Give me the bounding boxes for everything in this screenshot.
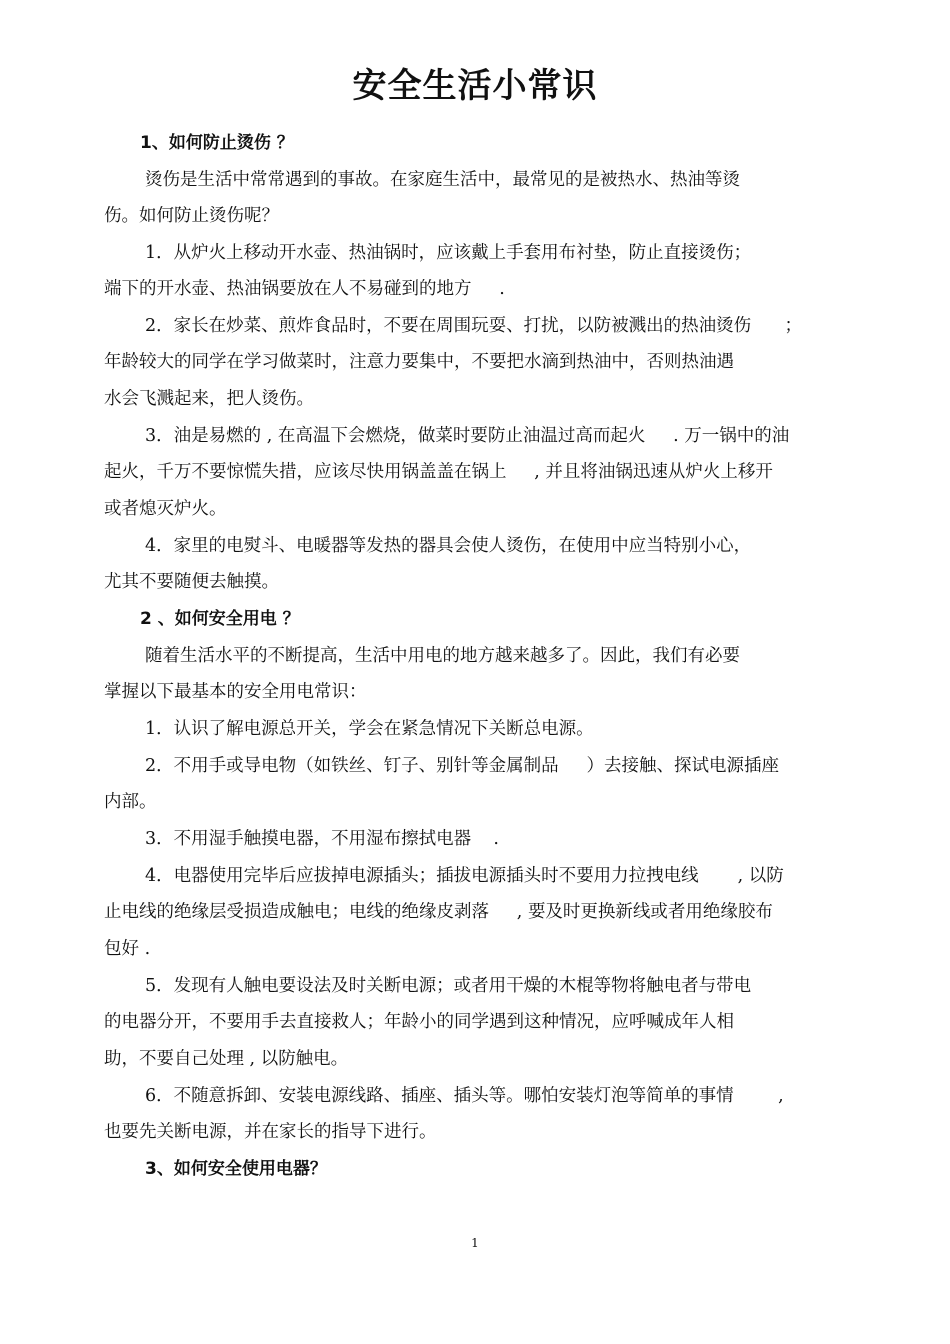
paragraph-line: 4．家里的电熨斗、电暖器等发热的器具会使人烫伤，在使用中应当特别小心， [145,536,752,556]
paragraph-line: 也要先关断电源，并在家长的指导下进行。 [104,1122,437,1142]
paragraph-line: 随着生活水平的不断提高，生活中用电的地方越来越多了。因此，我们有必要 [145,646,740,666]
paragraph-line: 掌握以下最基本的安全用电常识： [104,682,367,702]
section-heading-electricity: 2 、如何安全用电 ？ [140,609,300,629]
paragraph-line: 助，不要自己处理 , 以防触电。 [104,1049,349,1069]
paragraph-line: 5．发现有人触电要设法及时关断电源；或者用干燥的木棍等物将触电者与带电 [145,976,752,996]
paragraph-line: 内部。 [104,792,157,812]
paragraph-line: 水会飞溅起来，把人烫伤。 [104,389,314,409]
page-number: 1 [471,1236,479,1250]
paragraph-line: 6．不随意拆卸、安装电源线路、插座、插头等。哪怕安装灯泡等简单的事情 , [145,1086,784,1106]
paragraph-line: 4．电器使用完毕后应拔掉电源插头；插拔电源插头时不要用力拉拽电线 , 以防 [145,866,784,886]
paragraph-line: 尤其不要随便去触摸。 [104,572,279,592]
paragraph-line: 1．认识了解电源总开关，学会在紧急情况下关断总电源。 [145,719,594,739]
paragraph-line: 端下的开水壶、热油锅要放在人不易碰到的地方 . [104,279,505,299]
paragraph-line: 伤。如何防止烫伤呢？ [104,206,279,226]
document-title: 安全生活小常识 [352,66,598,106]
paragraph-line: 1．从炉火上移动开水壶、热油锅时，应该戴上手套用布衬垫，防止直接烫伤； [145,243,752,263]
paragraph-line: 2．家长在炒菜、煎炸食品时，不要在周围玩耍、打扰，以防被溅出的热油烫伤 ； [145,316,803,336]
paragraph-line: 起火，千万不要惊慌失措，应该尽快用锅盖盖在锅上 , 并且将油锅迅速从炉火上移开 [104,462,773,482]
paragraph-line: 2．不用手或导电物（如铁丝、钉子、别针等金属制品 ）去接触、探试电源插座 [145,756,779,776]
paragraph-line: 烫伤是生活中常常遇到的事故。在家庭生活中，最常见的是被热水、热油等烫 [145,170,740,190]
paragraph-line: 止电线的绝缘层受损造成触电；电线的绝缘皮剥落 , 要及时更换新线或者用绝缘胶布 [104,902,773,922]
paragraph-line: 3．不用湿手触摸电器，不用湿布擦拭电器 . [145,829,499,849]
paragraph-line: 3．油是易燃的 , 在高温下会燃烧，做菜时要防止油温过高而起火 . 万一锅中的油 [145,426,790,446]
section-heading-burns: 1、如何防止烫伤 ？ [140,133,294,153]
paragraph-line: 或者熄灭炉火。 [104,499,227,519]
section-heading-appliances: 3、如何安全使用电器？ [145,1159,327,1179]
paragraph-line: 的电器分开，不要用手去直接救人；年龄小的同学遇到这种情况，应呼喊成年人相 [104,1012,734,1032]
paragraph-line: 包好 . [104,939,151,959]
paragraph-line: 年龄较大的同学在学习做菜时，注意力要集中，不要把水滴到热油中，否则热油遇 [104,352,734,372]
